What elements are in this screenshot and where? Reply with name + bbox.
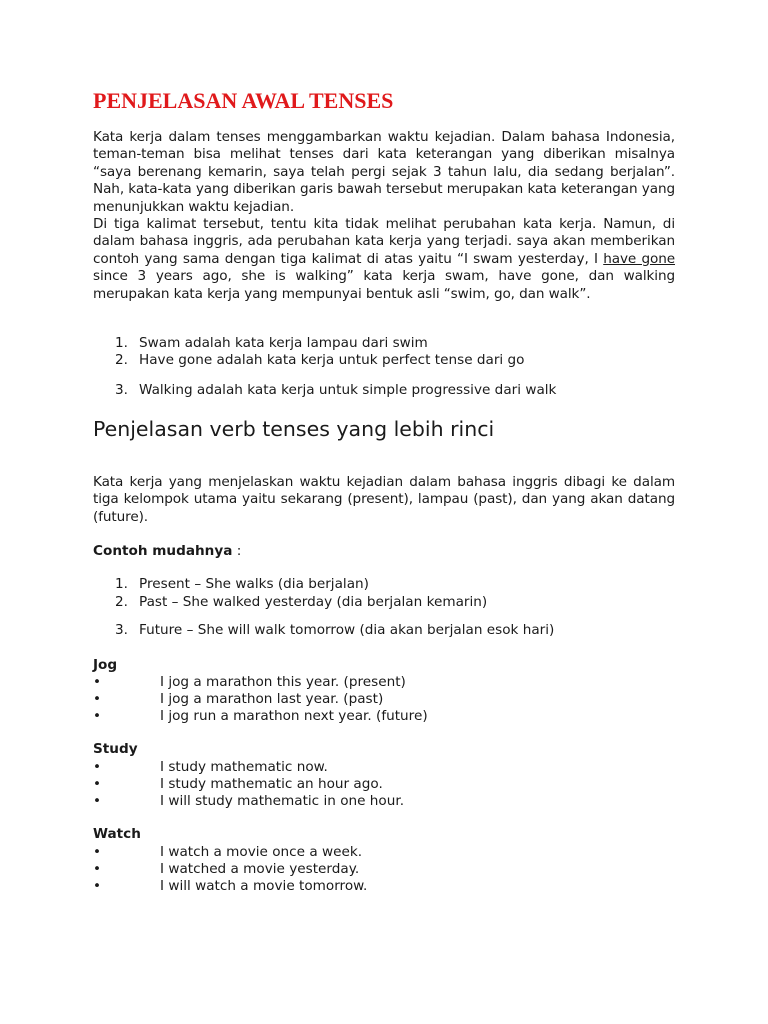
group-label-watch: Watch xyxy=(93,826,141,842)
contoh-label: Contoh mudahnya : xyxy=(93,543,242,559)
page-title: PENJELASAN AWAL TENSES xyxy=(93,88,394,113)
intro-p2-end: since 3 years ago, she is walking” kata kerja swam, have gone, dan walking merupakan kata kerja yang mempunyai bentuk asli “swim, go, dan walk”. xyxy=(93,268,675,302)
bullet-icon: • xyxy=(93,691,102,707)
tense-groups-paragraph: Kata kerja yang menjelaskan waktu kejadian dalam bahasa inggris dibagi ke dalam tiga kelompok utama yaitu sekarang (present), lampau (past), dan yang akan datang (future). xyxy=(93,474,675,525)
intro-paragraph-1: Kata kerja dalam tenses menggambarkan waktu kejadian. Dalam bahasa Indonesia, teman-teman bisa melihat tenses dari kata keterangan yang diberikan misalnya “saya berenang kemarin, saya telah pergi sejak 3 tahun lalu, dia sedang berjalan”. Nah, kata-kata yang diberikan garis bawah tersebut merupakan kata keterangan yang menunjukkan waktu kejadian. xyxy=(93,129,675,215)
group-label-study: Study xyxy=(93,741,138,757)
bullet-icon: • xyxy=(93,708,102,724)
bullet-icon: • xyxy=(93,674,102,690)
bullet-icon: • xyxy=(93,878,102,894)
group-label-jog: Jog xyxy=(93,657,118,673)
underlined-phrase: have gone xyxy=(603,250,675,267)
bullet-icon: • xyxy=(93,844,102,860)
bullet-icon: • xyxy=(93,759,102,775)
intro-paragraph-2 xyxy=(93,216,675,303)
section-heading: Penjelasan verb tenses yang lebih rinci xyxy=(93,417,495,441)
bullet-icon: • xyxy=(93,793,102,809)
bullet-icon: • xyxy=(93,861,102,877)
intro-p2-start: Di tiga kalimat tersebut, tentu kita tidak melihat perubahan kata kerja. Namun, di dalam bahasa inggris, ada perubahan kata kerja yang terjadi. saya akan memberikan contoh yang sama dengan tiga kalimat di atas yaitu “I swam yesterday, I xyxy=(93,216,675,267)
bullet-icon: • xyxy=(93,776,102,792)
